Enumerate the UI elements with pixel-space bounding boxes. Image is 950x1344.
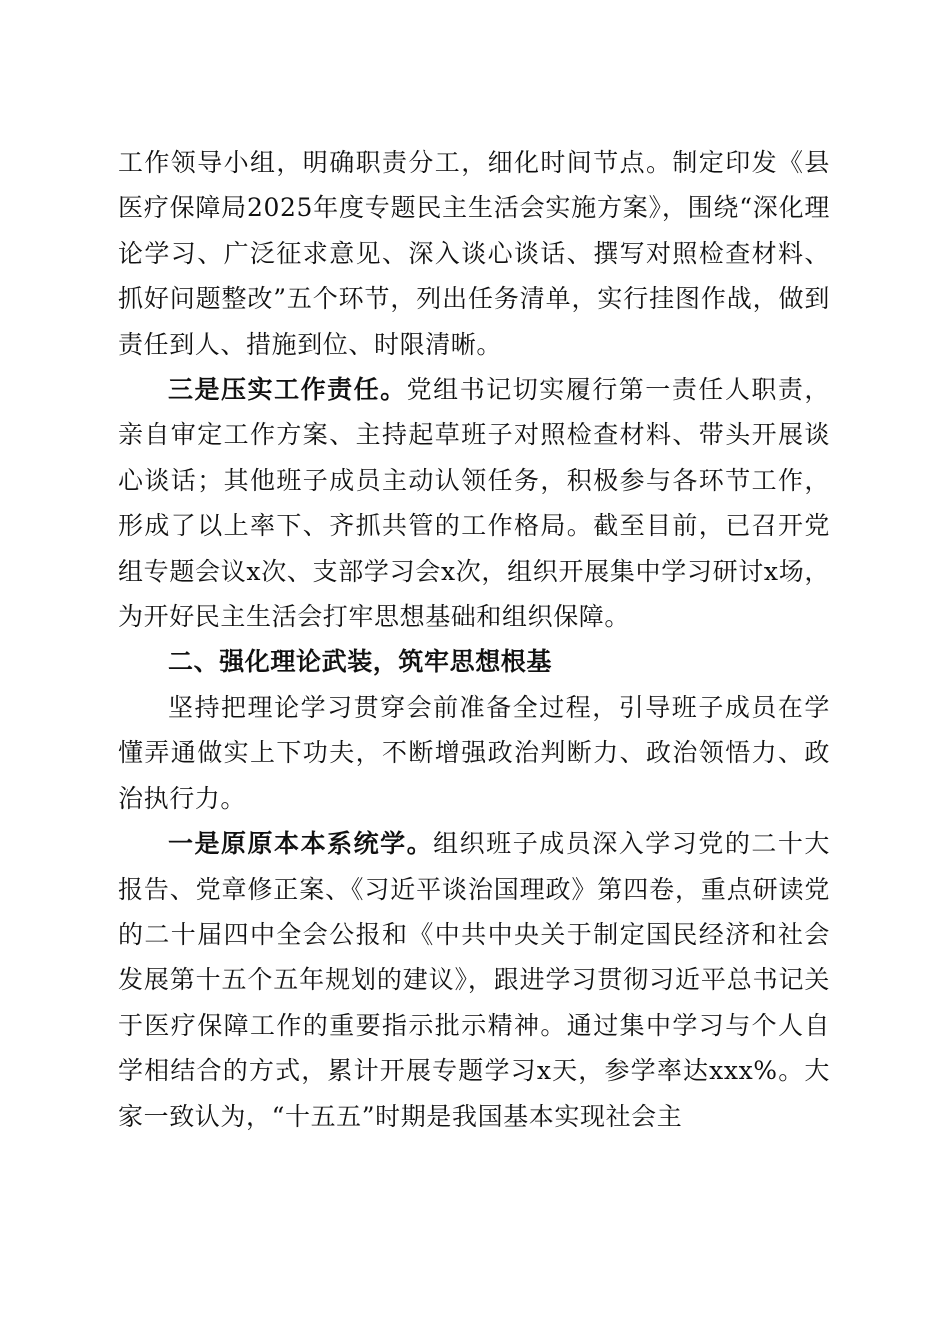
paragraph-1-text: 工作领导小组，明确职责分工，细化时间节点。制定印发《县医疗保障局2025年度专题民主生活会实施方案》，围绕“深化理论学习、广泛征求意见、深入谈心谈话、撰写对照检查材料、抓好问题整改”五个环节，列出任务清单，实行挂图作战，做到责任到人、措施到位、时限清晰。 [118, 148, 830, 359]
paragraph-2-lead: 三是压实工作责任。 [168, 375, 407, 405]
paragraph-4 [118, 821, 830, 1139]
paragraph-1 [118, 140, 830, 367]
paragraph-2-text: 党组书记切实履行第一责任人职责，亲自审定工作方案、主持起草班子对照检查材料、带头开展谈心谈话；其他班子成员主动认领任务，积极参与各环节工作，形成了以上率下、齐抓共管的工作格局。截至目前，已召开党组专题会议x次、支部学习会x次，组织开展集中学习研讨x场，为开好民主生活会打牢思想基础和组织保障。 [118, 375, 830, 632]
paragraph-4-text: 组织班子成员深入学习党的二十大报告、党章修正案、《习近平谈治国理政》第四卷，重点研读党的二十届四中全会公报和《中共中央关于制定国民经济和社会发展第十五个五年规划的建议》，跟进学习贯彻习近平总书记关于医疗保障工作的重要指示批示精神。通过集中学习与个人自学相结合的方式，累计开展专题学习x天，参学率达xxx%。大家一致认为，“十五五”时期是我国基本实现社会主 [118, 829, 830, 1131]
section-heading-2: 二、强化理论武装，筑牢思想根基 [168, 647, 553, 677]
paragraph-2 [118, 367, 830, 639]
paragraph-3 [118, 685, 830, 821]
paragraph-4-lead: 一是原原本本系统学。 [168, 829, 434, 859]
paragraph-3-text: 坚持把理论学习贯穿会前准备全过程，引导班子成员在学懂弄通做实上下功夫，不断增强政治判断力、政治领悟力、政治执行力。 [118, 692, 830, 813]
document-body [118, 140, 830, 1139]
